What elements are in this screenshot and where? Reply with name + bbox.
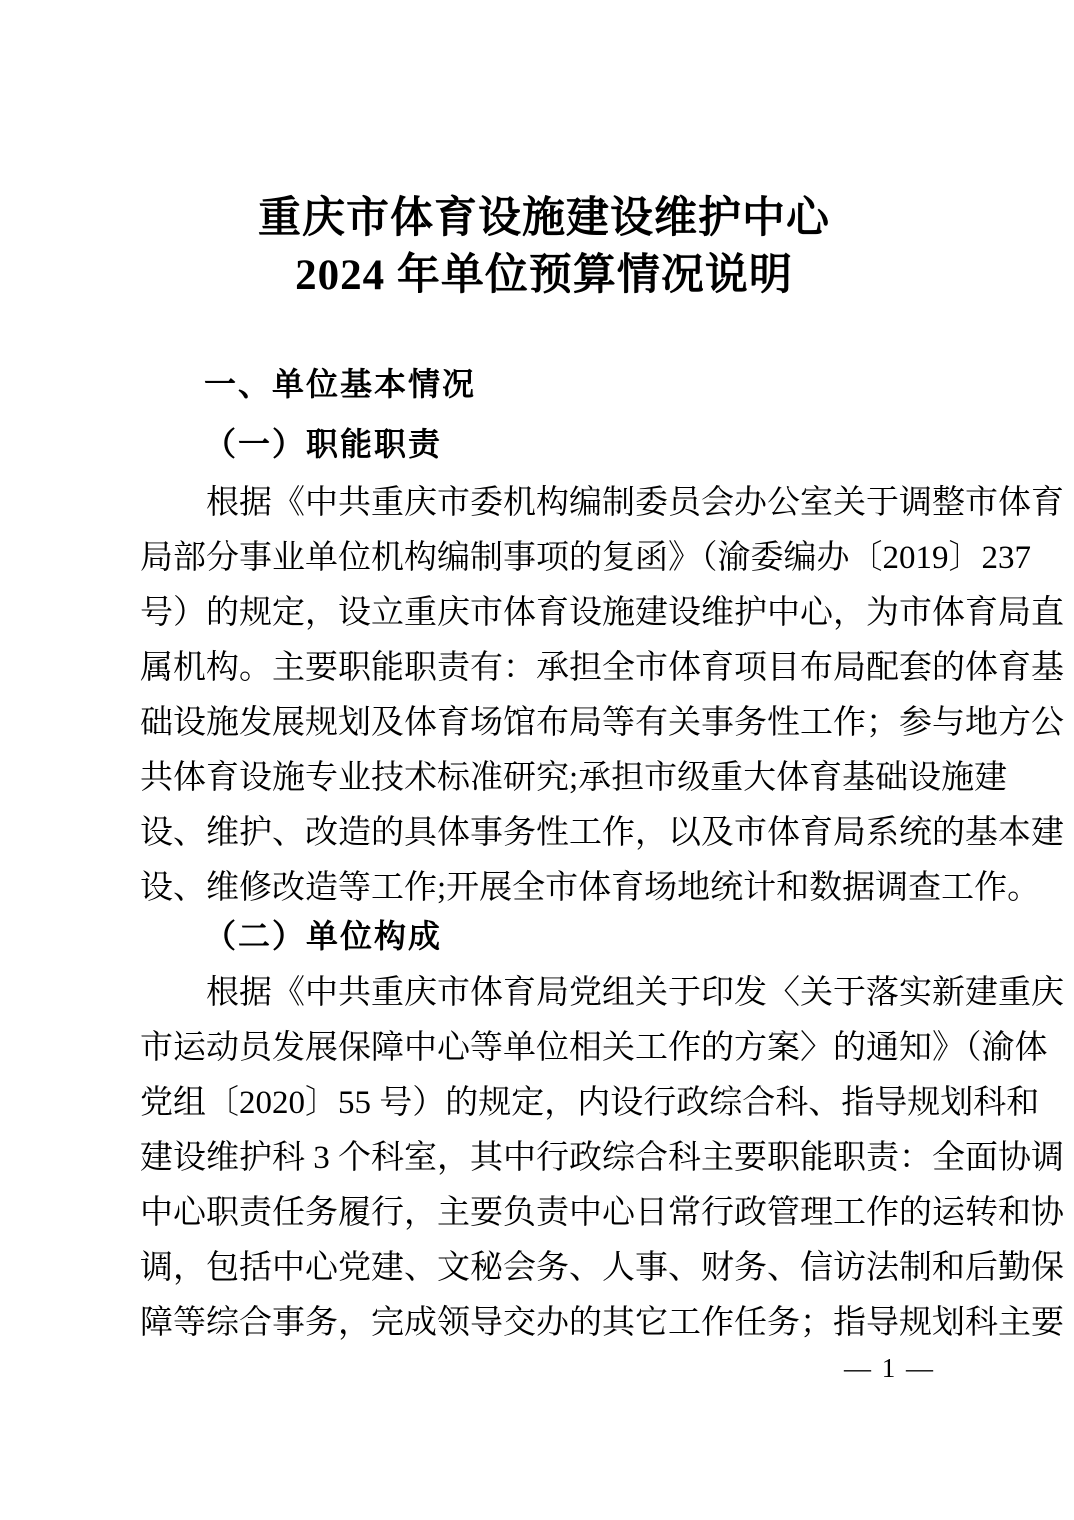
paragraph-line: 建设维护科 3 个科室，其中行政综合科主要职能职责：全面协调 xyxy=(140,1140,1064,1176)
paragraph-line: 市运动员发展保障中心等单位相关工作的方案〉的通知》（渝体 xyxy=(140,1030,1048,1066)
paragraph-line: 根据《中共重庆市委机构编制委员会办公室关于调整市体育 xyxy=(206,485,1064,521)
paragraph-line: 属机构。主要职能职责有：承担全市体育项目布局配套的体育基 xyxy=(140,650,1064,686)
document-title xyxy=(140,190,948,304)
paragraph-line: 设、维护、改造的具体事务性工作，以及市体育局系统的基本建 xyxy=(140,815,1064,851)
paragraph-line: 调，包括中心党建、文秘会务、人事、财务、信访法制和后勤保 xyxy=(140,1250,1064,1286)
paragraph-line: 共体育设施专业技术标准研究;承担市级重大体育基础设施建 xyxy=(140,760,1008,796)
paragraph-line: 础设施发展规划及体育场馆布局等有关事务性工作；参与地方公 xyxy=(140,705,1064,741)
document-title-line-1: 重庆市体育设施建设维护中心 xyxy=(258,195,830,242)
paragraph-line: 障等综合事务，完成领导交办的其它工作任务；指导规划科主要 xyxy=(140,1305,1064,1341)
paragraph-line: 设、维修改造等工作;开展全市体育场地统计和数据调查工作。 xyxy=(140,870,1041,906)
document-title-line-2: 2024 年单位预算情况说明 xyxy=(295,252,793,299)
section-1-heading: 一、单位基本情况 xyxy=(204,366,477,402)
paragraph-unit-composition xyxy=(140,966,1064,1351)
page-number: — 1 — xyxy=(844,1353,935,1383)
paragraph-line: 中心职责任务履行，主要负责中心日常行政管理工作的运转和协 xyxy=(140,1195,1064,1231)
paragraph-line: 号）的规定，设立重庆市体育设施建设维护中心，为市体育局直 xyxy=(140,595,1064,631)
paragraph-line: 党组〔2020〕55 号）的规定，内设行政综合科、指导规划科和 xyxy=(140,1085,1040,1121)
document-content xyxy=(140,0,1064,1351)
subsection-1-1-heading: （一）职能职责 xyxy=(204,426,443,462)
paragraph-functions-duties xyxy=(140,476,1064,916)
paragraph-line: 局部分事业单位机构编制事项的复函》（渝委编办〔2019〕237 xyxy=(140,540,1031,576)
paragraph-line: 根据《中共重庆市体育局党组关于印发〈关于落实新建重庆 xyxy=(206,975,1064,1011)
subsection-1-2-heading: （二）单位构成 xyxy=(204,918,443,954)
